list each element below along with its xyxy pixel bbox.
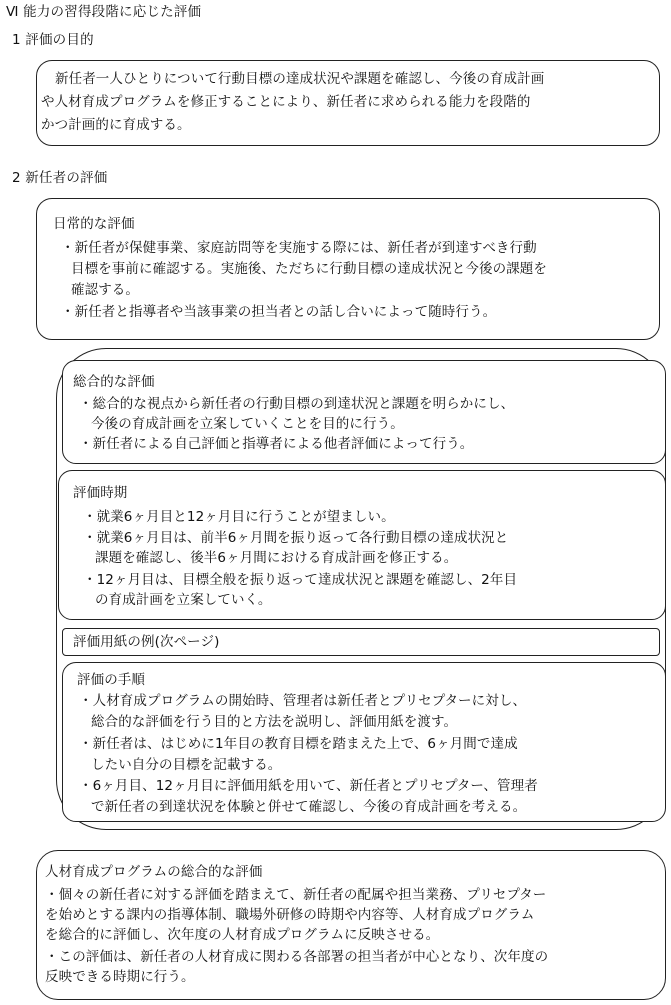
daily-eval-line: ・新任者が保健事業、家庭訪問等を実施する際には、新任者が到達すべき行動 (61, 240, 537, 256)
comprehensive-eval-line: ・新任者による自己評価と指導者による他者評価によって行う。 (79, 436, 474, 452)
daily-eval-box (36, 198, 660, 340)
purpose-box (36, 60, 660, 146)
program-eval-line: 反映できる時期に行う。 (45, 969, 195, 985)
eval-timing-title: 評価時期 (73, 485, 128, 501)
program-eval-title: 人材育成プログラムの総合的な評価 (45, 864, 263, 880)
procedure-line: ・新任者は、はじめに1年目の教育目標を踏まえた上で、6ヶ月間で達成 (79, 736, 518, 752)
procedure-line: したい自分の目標を記載する。 (91, 757, 282, 773)
procedure-line: 総合的な評価を行う目的と方法を説明し、評価用紙を渡す。 (91, 714, 458, 730)
eval-timing-line: ・就業6ヶ月目は、前半6ヶ月間を振り返って各行動目標の達成状況と (83, 530, 509, 546)
daily-eval-line: 目標を事前に確認する。実施後、ただちに行動目標の達成状況と今後の課題を (71, 261, 547, 277)
purpose-line: かつ計画的に育成する。 (41, 117, 191, 133)
procedure-line: ・6ヶ月目、12ヶ月目に評価用紙を用いて、新任者とプリセプター、管理者 (79, 778, 538, 794)
comprehensive-eval-title: 総合的な評価 (73, 374, 155, 390)
section1-title: 1 評価の目的 (12, 32, 94, 48)
eval-timing-line: の育成計画を立案していく。 (95, 592, 272, 608)
daily-eval-title: 日常的な評価 (53, 216, 135, 232)
form-example-label: 評価用紙の例(次ページ) (73, 634, 220, 650)
eval-timing-box (58, 470, 666, 620)
purpose-line: 新任者一人ひとりについて行動目標の達成状況や課題を確認し、今後の育成計画 (55, 71, 545, 87)
procedure-line: で新任者の到達状況を体験と併せて確認し、今後の育成計画を考える。 (91, 799, 527, 815)
comprehensive-eval-box (62, 360, 666, 464)
eval-timing-line: 課題を確認し、後半6ヶ月間における育成計画を修正する。 (95, 550, 458, 566)
eval-timing-line: ・就業6ヶ月目と12ヶ月目に行うことが望ましい。 (83, 509, 395, 525)
procedure-title: 評価の手順 (77, 672, 145, 688)
section2-title: 2 新任者の評価 (12, 170, 108, 186)
daily-eval-line: 確認する。 (71, 282, 139, 298)
procedure-box (62, 662, 666, 822)
page-heading: Ⅵ 能力の習得段階に応じた評価 (6, 4, 202, 20)
program-eval-box (36, 850, 666, 1000)
program-eval-line: ・この評価は、新任者の人材育成に関わる各部署の担当者が中心となり、次年度の (45, 949, 549, 965)
eval-timing-line: ・12ヶ月目は、目標全般を振り返って達成状況と課題を確認し、2年目 (83, 572, 518, 588)
comprehensive-eval-line: ・総合的な視点から新任者の行動目標の到達状況と課題を明らかにし、 (79, 396, 515, 412)
procedure-line: ・人材育成プログラムの開始時、管理者は新任者とプリセプターに対し、 (79, 693, 527, 709)
purpose-line: や人材育成プログラムを修正することにより、新任者に求められる能力を段階的 (41, 94, 531, 110)
daily-eval-line: ・新任者と指導者や当該事業の担当者との話し合いによって随時行う。 (61, 304, 497, 320)
form-example-box (62, 628, 660, 656)
program-eval-line: を総合的に評価し、次年度の人材育成プログラムに反映させる。 (45, 927, 440, 943)
comprehensive-eval-line: 今後の育成計画を立案していくことを目的に行う。 (91, 416, 404, 432)
program-eval-line: を始めとする課内の指導体制、職場外研修の時期や内容等、人材育成プログラム (45, 907, 535, 923)
program-eval-line: ・個々の新任者に対する評価を踏まえて、新任者の配属や担当業務、プリセプター (45, 887, 547, 903)
